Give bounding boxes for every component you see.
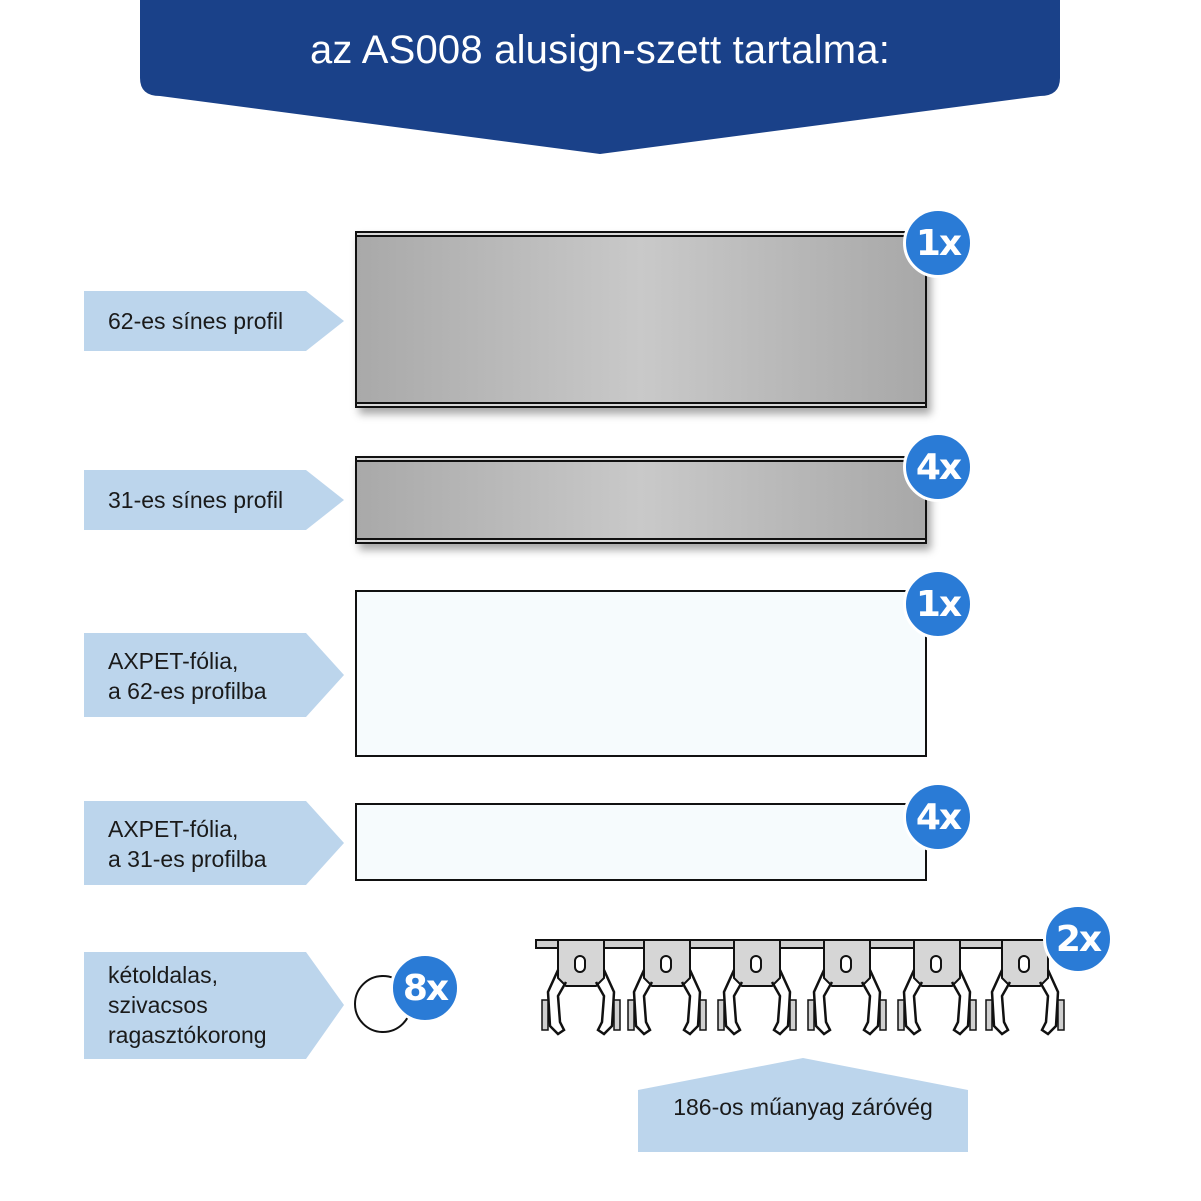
label-62-profile: 62-es sínes profil bbox=[108, 308, 284, 334]
rail-profile-31 bbox=[355, 456, 927, 544]
count-badge-foil-62: 1x bbox=[903, 569, 973, 639]
axpet-foil-62 bbox=[355, 590, 927, 757]
count-badge-end-cap: 2x bbox=[1043, 904, 1113, 974]
label-foil-62: AXPET-fólia, a 62-es profilba bbox=[108, 648, 267, 704]
page-title: az AS008 alusign-szett tartalma: bbox=[309, 28, 891, 72]
count-badge-62-profile: 1x bbox=[903, 208, 973, 278]
count-badge-31-profile: 4x bbox=[903, 432, 973, 502]
count-badge-adhesive-disc: 8x bbox=[390, 953, 460, 1023]
end-cap-strip bbox=[530, 930, 1070, 1055]
label-adhesive-disc: kétoldalas, szivacsos ragasztókorong bbox=[108, 962, 267, 1048]
label-31-profile: 31-es sínes profil bbox=[108, 487, 284, 513]
header-banner bbox=[0, 0, 1201, 160]
label-end-cap: 186-os műanyag záróvég bbox=[673, 1094, 933, 1120]
rail-profile-62 bbox=[355, 231, 927, 408]
axpet-foil-31 bbox=[355, 803, 927, 881]
label-foil-31: AXPET-fólia, a 31-es profilba bbox=[108, 816, 267, 872]
count-badge-foil-31: 4x bbox=[903, 782, 973, 852]
